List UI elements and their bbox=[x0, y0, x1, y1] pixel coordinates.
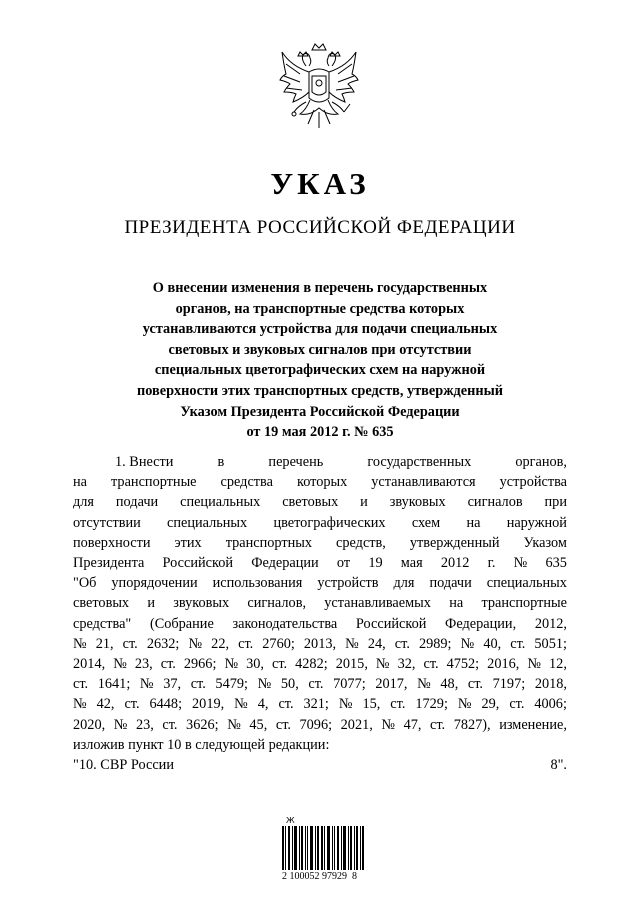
body-word: 40, bbox=[483, 635, 502, 652]
body-word: средства" bbox=[73, 615, 132, 632]
body-word: специальных bbox=[167, 514, 248, 531]
body-word: и bbox=[147, 595, 155, 612]
body-word: 1. Внести bbox=[115, 454, 174, 470]
list-item-10 bbox=[73, 755, 567, 775]
heading-line: поверхности этих транспортных средств, утвержденный bbox=[136, 382, 504, 399]
body-word: сигналов, bbox=[247, 595, 307, 612]
body-word: 42, bbox=[96, 696, 115, 713]
body-text-line bbox=[73, 593, 567, 613]
barcode-mark: Ж bbox=[286, 816, 295, 825]
body-text-line bbox=[73, 452, 567, 472]
body-word: световых bbox=[73, 595, 130, 612]
body-word: г. bbox=[487, 555, 496, 572]
body-word: 47, bbox=[403, 716, 422, 733]
body-word: № bbox=[457, 696, 472, 713]
body-word: 29, bbox=[481, 696, 500, 713]
body-word: для bbox=[73, 494, 94, 511]
heading-line: световых и звуковых сигналов при отсутствии bbox=[168, 341, 472, 358]
body-word: 6448; bbox=[149, 696, 183, 713]
heading-line: от 19 мая 2012 г. № 635 bbox=[246, 424, 394, 441]
body-word: ст. bbox=[278, 696, 294, 713]
body-word: мая bbox=[400, 555, 423, 572]
body-word: 635 bbox=[545, 555, 567, 572]
body-word: ст. bbox=[467, 676, 483, 693]
body-word: специальных bbox=[486, 575, 567, 592]
body-word: ст. bbox=[73, 676, 89, 693]
body-word: ст. bbox=[272, 656, 288, 673]
body-word: наружной bbox=[506, 514, 567, 531]
body-word: 4282; bbox=[295, 656, 328, 673]
body-word: № bbox=[113, 716, 128, 733]
body-word: устройства bbox=[499, 474, 567, 491]
body-word: Федерации bbox=[251, 555, 319, 572]
body-text-line bbox=[73, 694, 567, 714]
item-value: 8". bbox=[550, 757, 567, 774]
body-word: в bbox=[217, 454, 225, 470]
body-word: ст. bbox=[423, 656, 439, 673]
body-word: 50, bbox=[280, 676, 299, 693]
body-word: и bbox=[360, 494, 368, 511]
body-word: использования bbox=[212, 575, 303, 592]
body-word: подачи bbox=[429, 575, 472, 592]
body-text-line bbox=[73, 573, 567, 593]
body-word: на bbox=[449, 595, 464, 612]
body-word: 1641; bbox=[97, 676, 131, 693]
body-word: 321; bbox=[303, 696, 329, 713]
body-word: Указом bbox=[523, 534, 567, 551]
body-text-line bbox=[73, 715, 567, 735]
body-word: поверхности bbox=[73, 534, 151, 551]
body-word: транспортных bbox=[225, 534, 313, 551]
barcode-icon bbox=[282, 826, 364, 870]
body-word: "Об bbox=[73, 575, 97, 592]
decree-subtitle: ПРЕЗИДЕНТА РОССИЙСКОЙ ФЕДЕРАЦИИ bbox=[124, 217, 516, 238]
body-word: 4006; bbox=[534, 696, 567, 713]
body-word: ст. bbox=[190, 676, 206, 693]
body-word: № bbox=[345, 635, 359, 652]
body-word: 2760; bbox=[262, 635, 295, 652]
body-word: 2989; bbox=[418, 635, 452, 652]
body-word: (Собрание bbox=[149, 615, 214, 632]
body-word: 21, bbox=[95, 635, 114, 652]
body-word: устанавливаются bbox=[371, 474, 476, 491]
body-word: 7096; bbox=[299, 716, 333, 733]
body-word: ст. bbox=[509, 696, 525, 713]
barcode-block bbox=[282, 816, 364, 882]
body-word: 2016, bbox=[487, 656, 520, 673]
body-word: № bbox=[460, 635, 475, 652]
body-word: 1729; bbox=[415, 696, 448, 713]
heading-line: специальных цветографических схем на наружной bbox=[154, 362, 486, 379]
body-word: средств, bbox=[336, 534, 386, 551]
body-word: 23, bbox=[134, 656, 153, 673]
body-word: 2015, bbox=[335, 656, 368, 673]
body-word: световых bbox=[282, 494, 339, 511]
body-text-line bbox=[73, 654, 567, 674]
heading-line: Указом Президента Российской Федерации bbox=[180, 403, 460, 420]
heading-line: О внесении изменения в перечень государственных bbox=[152, 280, 488, 296]
body-word: при bbox=[544, 494, 567, 511]
body-word: 30, bbox=[246, 656, 264, 673]
body-text-line bbox=[73, 513, 567, 533]
decree-title: УКАЗ bbox=[270, 166, 370, 201]
body-word: 2632; bbox=[146, 635, 180, 652]
body-word: Российской bbox=[162, 555, 233, 572]
body-word: № bbox=[113, 656, 127, 673]
decree-heading bbox=[90, 278, 550, 443]
body-text-line bbox=[73, 735, 567, 755]
body-word: 5479; bbox=[215, 676, 248, 693]
body-word: устройств bbox=[317, 575, 379, 592]
body-word: 2017, bbox=[375, 676, 408, 693]
body-word: на bbox=[466, 514, 481, 531]
body-word: 2966; bbox=[183, 656, 217, 673]
body-word: для bbox=[393, 575, 415, 592]
body-word: 7827), bbox=[453, 716, 491, 733]
heading-line: устанавливаются устройства для подачи специальных bbox=[142, 321, 498, 338]
body-word: средства bbox=[220, 474, 273, 491]
body-word: № bbox=[188, 635, 203, 652]
body-word: специальных bbox=[180, 494, 261, 511]
body-word: Президента bbox=[73, 555, 145, 572]
body-word: на bbox=[73, 474, 87, 491]
body-word: ст. bbox=[510, 635, 526, 652]
body-word: 7197; bbox=[492, 676, 526, 693]
decree-body bbox=[73, 452, 567, 775]
body-word: 23, bbox=[135, 716, 154, 733]
body-word: № bbox=[139, 676, 154, 693]
body-word: сигналов bbox=[467, 494, 523, 511]
body-word: схем bbox=[411, 514, 441, 531]
body-word: ст. bbox=[308, 676, 324, 693]
body-word: утвержденный bbox=[409, 534, 500, 551]
body-word: 2013, bbox=[303, 635, 337, 652]
body-word: цветографических bbox=[273, 514, 386, 531]
body-word: ст. bbox=[394, 635, 410, 652]
body-word: № bbox=[375, 656, 390, 673]
body-word: 3626; bbox=[186, 716, 219, 733]
item-name: "10. СВР России bbox=[73, 757, 174, 774]
body-word: № bbox=[513, 555, 528, 572]
body-word: № bbox=[381, 716, 396, 733]
body-word: 2014, bbox=[73, 656, 106, 673]
body-text-line bbox=[73, 472, 567, 492]
body-word: транспортные bbox=[481, 595, 567, 612]
body-word: звуковых bbox=[389, 494, 446, 511]
body-word: 19 bbox=[368, 555, 383, 572]
body-word: 2019, bbox=[192, 696, 225, 713]
body-word: Российской bbox=[355, 615, 427, 632]
body-word: 2020, bbox=[73, 716, 106, 733]
body-word: № bbox=[338, 696, 353, 713]
body-word: ст. bbox=[238, 635, 254, 652]
body-text-line bbox=[73, 492, 567, 512]
body-word: ст. bbox=[430, 716, 446, 733]
body-text: изложив пункт 10 в следующей редакции: bbox=[73, 736, 330, 753]
body-word: этих bbox=[174, 534, 202, 551]
body-word: № bbox=[73, 635, 87, 652]
body-word: 2012, bbox=[534, 615, 567, 632]
body-word: транспортные bbox=[111, 474, 197, 491]
body-word: ст. bbox=[124, 696, 140, 713]
body-word: ст. bbox=[162, 716, 178, 733]
heading-line: органов, на транспортные средства которых bbox=[175, 300, 465, 317]
body-word: 2021, bbox=[340, 716, 373, 733]
body-word: государственных bbox=[367, 454, 472, 470]
body-word: 4752; bbox=[446, 656, 480, 673]
coat-of-arms-emblem bbox=[276, 42, 362, 142]
body-word: ст. bbox=[122, 635, 138, 652]
body-word: 7077; bbox=[333, 676, 366, 693]
body-word: органов, bbox=[515, 454, 567, 470]
body-word: 32, bbox=[397, 656, 416, 673]
body-word: ст. bbox=[275, 716, 291, 733]
body-word: 24, bbox=[367, 635, 386, 652]
body-word: 22, bbox=[211, 635, 230, 652]
body-text-line bbox=[73, 553, 567, 573]
body-word: № bbox=[417, 676, 431, 693]
body-word: отсутствии bbox=[73, 514, 141, 531]
body-word: от bbox=[336, 555, 351, 572]
body-word: устанавливаемых bbox=[324, 595, 431, 612]
body-word: Федерации, bbox=[445, 615, 517, 632]
body-word: ст. bbox=[390, 696, 406, 713]
body-text-line bbox=[73, 634, 567, 654]
body-word: № bbox=[227, 716, 241, 733]
body-word: 2018, bbox=[534, 676, 567, 693]
body-word: № bbox=[257, 676, 272, 693]
body-word: 4, bbox=[257, 696, 269, 713]
body-text-line bbox=[73, 533, 567, 553]
body-word: 48, bbox=[440, 676, 459, 693]
body-word: перечень bbox=[268, 454, 324, 470]
body-word: 15, bbox=[362, 696, 381, 713]
body-word: законодательства bbox=[232, 615, 338, 632]
body-word: 5051; bbox=[534, 635, 567, 652]
body-text-line bbox=[73, 614, 567, 634]
body-word: 45, bbox=[249, 716, 268, 733]
body-word: 37, bbox=[163, 676, 182, 693]
body-word: № bbox=[234, 696, 248, 713]
barcode-number: 2 100052 97929 8 bbox=[282, 871, 357, 882]
body-word: 2012 bbox=[440, 555, 470, 572]
body-word: подачи bbox=[115, 494, 159, 511]
body-word: 12, bbox=[549, 656, 567, 673]
body-word: которых bbox=[296, 474, 348, 491]
body-word: упорядочении bbox=[111, 575, 198, 592]
body-word: № bbox=[527, 656, 542, 673]
body-text-line bbox=[73, 674, 567, 694]
body-word: звуковых bbox=[173, 595, 230, 612]
body-word: № bbox=[73, 696, 87, 713]
body-word: ст. bbox=[160, 656, 176, 673]
body-word: изменение, bbox=[499, 716, 567, 733]
body-word: № bbox=[224, 656, 239, 673]
